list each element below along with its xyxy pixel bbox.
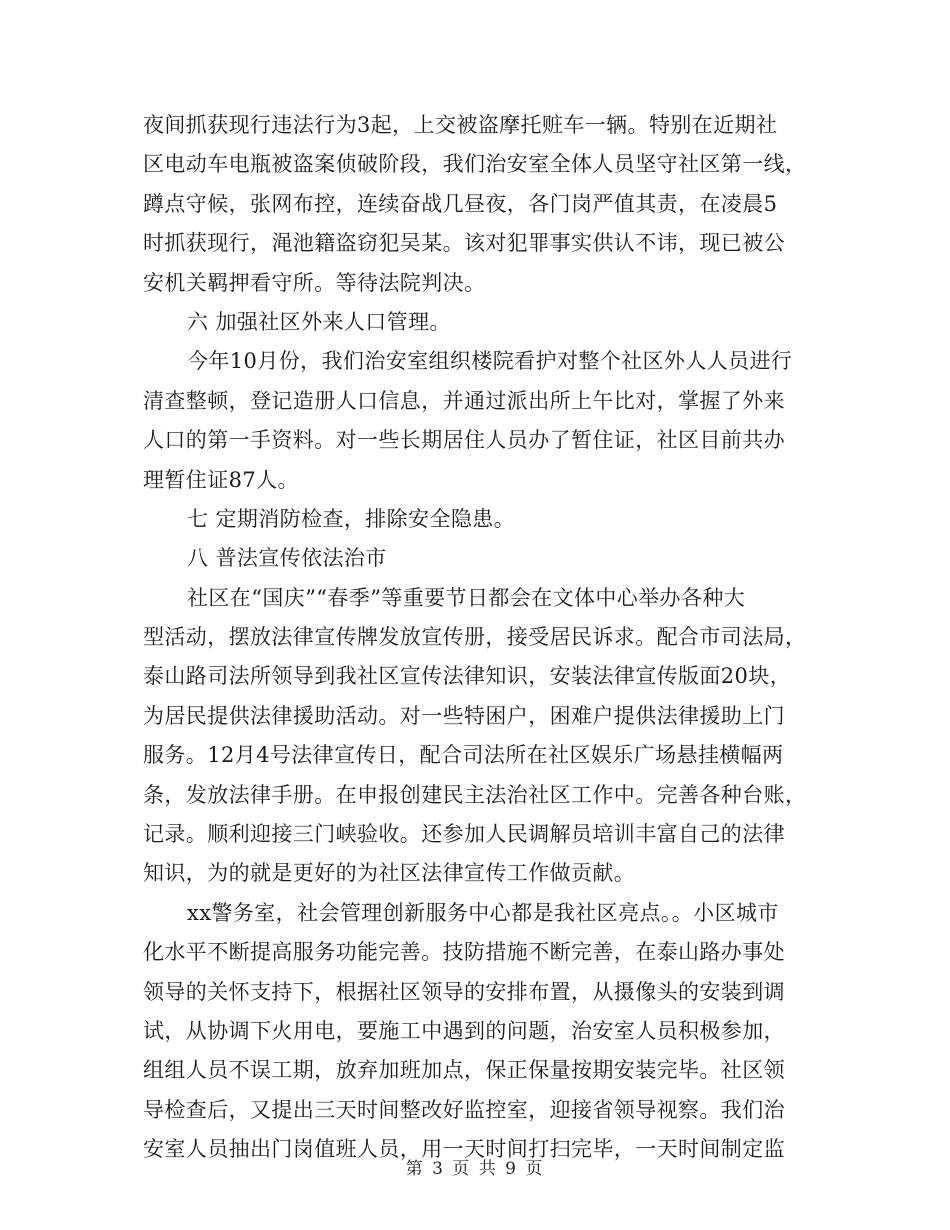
- text-line: 蹲点守候，张网布控，连续奋战几昼夜，各门岗严值其责，在凌晨5: [143, 191, 778, 216]
- section-heading-7: 七 定期消防检查，排除安全隐患。: [187, 506, 516, 531]
- text-line: 安机关羁押看守所。等待法院判决。: [143, 270, 486, 295]
- text-line: 泰山路司法所领导到我社区宣传法律知识，安装法律宣传版面20块，: [143, 664, 792, 689]
- text-line: 条，发放法律手册。在申报创建民主法治社区工作中。完善各种台账，: [143, 782, 807, 807]
- text-line: 安室人员抽出门岗值班人员，用一天时间打扫完毕，一天时间制定监: [143, 1137, 785, 1162]
- text-line: 化水平不断提高服务功能完善。技防措施不断完善，在泰山路办事处: [143, 940, 785, 965]
- text-line: 夜间抓获现行违法行为3起，上交被盗摩托赃车一辆。特别在近期社: [143, 113, 778, 137]
- paragraph-start: xx警务室，社会管理创新服务中心都是我社区亮点。。小区城市: [187, 900, 779, 925]
- page-number-footer: 第 3 页 共 9 页: [405, 1159, 545, 1179]
- text-line: 清查整顿，登记造册人口信息，并通过派出所上午比对，掌握了外来: [143, 388, 785, 413]
- text-line: 为居民提供法律援助活动。对一些特困户，困难户提供法律援助上门: [143, 703, 785, 728]
- paragraph-start: 今年10月份，我们治安室组织楼院看护对整个社区外人人员进行: [187, 349, 793, 374]
- paragraph-start: 社区在“国庆”“春季”等重要节日都会在文体中心举办各种大: [187, 585, 746, 610]
- text-line: 型活动，摆放法律宣传牌发放宣传册，接受居民诉求。配合市司法局，: [143, 625, 807, 650]
- text-line: 知识，为的就是更好的为社区法律宣传工作做贡献。: [143, 861, 636, 886]
- text-line: 理暂住证87人。: [143, 467, 299, 492]
- document-body: [143, 106, 808, 1170]
- section-heading-8: 八 普法宣传依法治市: [187, 546, 387, 571]
- text-line: 试，从协调下火用电，要施工中遇到的问题，治安室人员积极参加，: [143, 1018, 785, 1043]
- text-line: 时抓获现行，渑池籍盗窃犯吴某。该对犯罪事实供认不讳，现已被公: [143, 231, 785, 256]
- text-line: 人口的第一手资料。对一些长期居住人员办了暂住证，社区目前共办: [143, 428, 785, 453]
- section-heading-6: 六 加强社区外来人口管理。: [187, 309, 451, 334]
- text-line: 领导的关怀支持下，根据社区领导的安排布置，从摄像头的安装到调: [143, 979, 785, 1004]
- text-line: 组组人员不误工期，放弃加班加点，保正保量按期安装完毕。社区领: [143, 1058, 785, 1083]
- text-line: 区电动车电瓶被盗案侦破阶段，我们治安室全体人员坚守社区第一线，: [143, 152, 807, 177]
- text-line: 服务。12月4号法律宣传日，配合司法所在社区娱乐广场悬挂横幅两: [143, 743, 784, 768]
- text-line: 导检查后，又提出三天时间整改好监控室，迎接省领导视察。我们治: [143, 1097, 785, 1122]
- text-line: 记录。顺利迎接三门峡验收。还参加人民调解员培训丰富自己的法律: [143, 822, 785, 847]
